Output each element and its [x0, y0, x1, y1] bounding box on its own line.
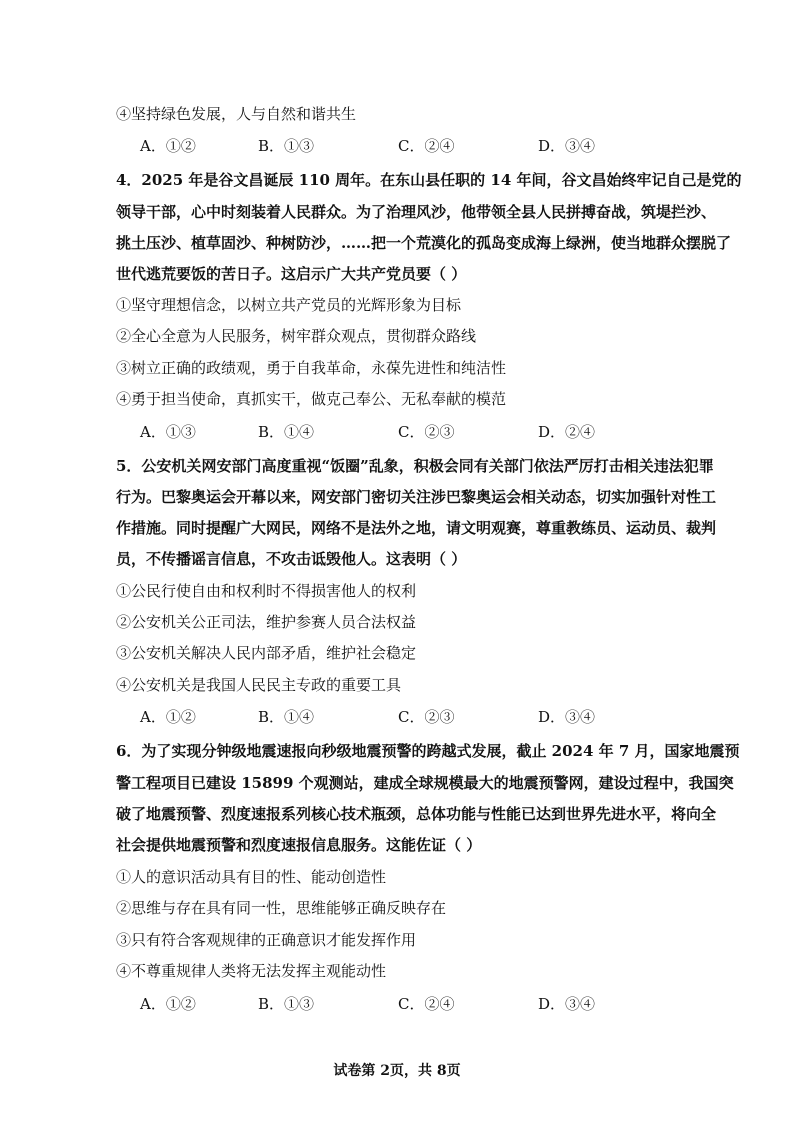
q6-stem-line-1: 6．为了实现分钟级地震速报向秒级地震预警的跨越式发展，截止 2024 年 7 月，国家地震预: [116, 742, 740, 760]
q5-stem-line-3: 作措施。同时提醒广大网民，网络不是法外之地，请文明观赛，尊重教练员、运动员、裁判: [116, 519, 717, 537]
q6-option-b: B．①③: [258, 995, 315, 1013]
q6-item-1: ①人的意识活动具有目的性、能动创造性: [116, 868, 387, 886]
prev-option-b: B．①③: [258, 137, 315, 155]
q5-item-1: ①公民行使自由和权利时不得损害他人的权利: [116, 582, 417, 600]
q6-stem-line-3: 破了地震预警、烈度速报系列核心技术瓶颈，总体功能与性能已达到世界先进水平，将向全: [116, 805, 717, 823]
q5-stem-line-4: 员，不传播谣言信息，不攻击诋毁他人。这表明（ ）: [116, 550, 467, 568]
q6-item-2: ②思维与存在具有同一性，思维能够正确反映存在: [116, 899, 447, 917]
q6-item-4: ④不尊重规律人类将无法发挥主观能动性: [116, 962, 387, 980]
q5-stem-line-1: 5．公安机关网安部门高度重视“饭圈”乱象，积极会同有关部门依法严厉打击相关违法犯罪: [116, 457, 714, 475]
q5-option-a: A．①②: [140, 708, 196, 726]
q4-option-d: D．②④: [538, 423, 596, 441]
prev-item-4: ④坚持绿色发展，人与自然和谐共生: [116, 105, 357, 123]
q5-item-2: ②公安机关公正司法，维护参赛人员合法权益: [116, 613, 417, 631]
q5-item-4: ④公安机关是我国人民民主专政的重要工具: [116, 676, 402, 694]
q6-stem-line-2: 警工程项目已建设 15899 个观测站，建成全球规模最大的地震预警网，建设过程中，我国突: [116, 774, 734, 792]
q6-option-d: D．③④: [538, 995, 596, 1013]
q4-stem-line-4: 世代逃荒要饭的苦日子。这启示广大共产党员要（ ）: [116, 265, 467, 283]
q4-item-3: ③树立正确的政绩观，勇于自我革命，永葆先进性和纯洁性: [116, 359, 507, 377]
q4-item-4: ④勇于担当使命，真抓实干，做克己奉公、无私奉献的模范: [116, 390, 507, 408]
q6-stem-line-4: 社会提供地震预警和烈度速报信息服务。这能佐证（ ）: [116, 836, 482, 854]
q4-option-a: A．①③: [140, 423, 196, 441]
q4-stem-line-1: 4．2025 年是谷文昌诞辰 110 周年。在东山县任职的 14 年间，谷文昌始终牢记自己是党的: [116, 171, 742, 189]
q6-item-3: ③只有符合客观规律的正确意识才能发挥作用: [116, 931, 417, 949]
prev-option-d: D．③④: [538, 137, 596, 155]
q4-stem-line-3: 挑土压沙、植草固沙、种树防沙，……把一个荒漠化的孤岛变成海上绿洲，使当地群众摆脱了: [116, 234, 732, 252]
q4-option-c: C．②③: [398, 423, 455, 441]
q4-item-2: ②全心全意为人民服务，树牢群众观点，贯彻群众路线: [116, 327, 477, 345]
prev-option-a: A．①②: [140, 137, 196, 155]
q5-option-d: D．③④: [538, 708, 596, 726]
q4-option-b: B．①④: [258, 423, 315, 441]
q4-stem-line-2: 领导干部，心中时刻装着人民群众。为了治理风沙，他带领全县人民拼搏奋战，筑堤拦沙、: [116, 203, 717, 221]
q5-option-b: B．①④: [258, 708, 315, 726]
q4-item-1: ①坚守理想信念，以树立共产党员的光辉形象为目标: [116, 296, 462, 314]
q5-option-c: C．②③: [398, 708, 455, 726]
page-footer: 试卷第 2页，共 8页: [333, 1063, 461, 1079]
q5-item-3: ③公安机关解决人民内部矛盾，维护社会稳定: [116, 644, 417, 662]
q5-stem-line-2: 行为。巴黎奥运会开幕以来，网安部门密切关注涉巴黎奥运会相关动态，切实加强针对性工: [116, 488, 717, 506]
q6-option-a: A．①②: [140, 995, 196, 1013]
prev-option-c: C．②④: [398, 137, 455, 155]
q6-option-c: C．②④: [398, 995, 455, 1013]
